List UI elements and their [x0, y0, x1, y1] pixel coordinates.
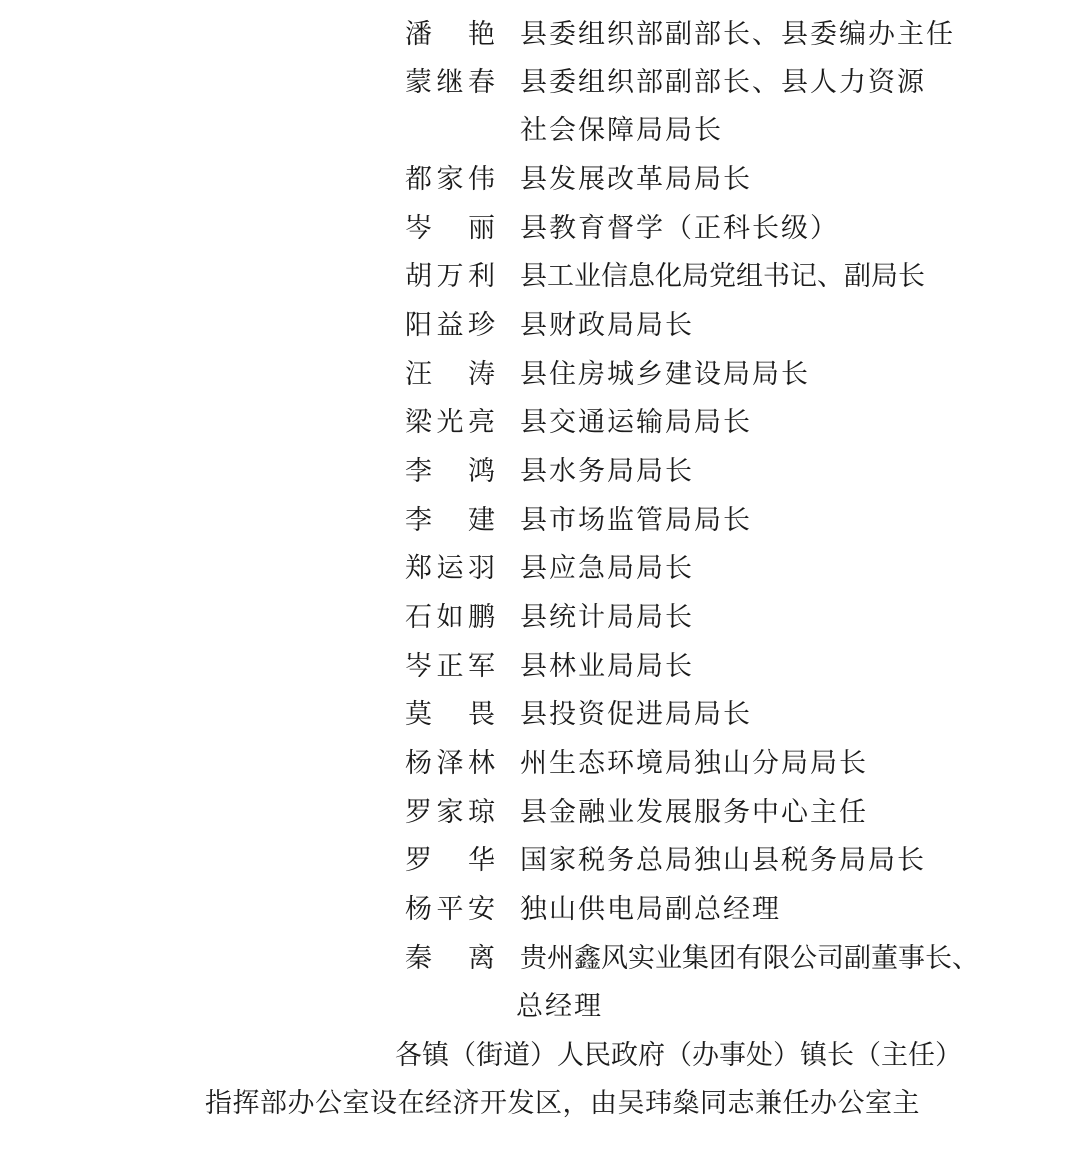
member-name [405, 211, 495, 247]
name-char: 林 [468, 748, 495, 779]
name-char: 莫 [405, 699, 432, 730]
member-name [405, 551, 495, 587]
name-char: 罗 [405, 845, 432, 876]
name-char: 岑 [405, 651, 432, 682]
member-role: 县市场监管局局长 [520, 505, 752, 536]
member-role: 县发展改革局局长 [520, 164, 752, 195]
member-name [405, 843, 495, 879]
name-char: 梁 [405, 407, 432, 438]
footer-line-1: 各镇（街道）人民政府（办事处）镇长（主任） [395, 1040, 962, 1071]
member-name [405, 795, 495, 831]
member-role: 县委组织部副部长、县委编办主任 [520, 19, 955, 50]
member-name [405, 357, 495, 393]
member-role: 县林业局局长 [520, 651, 694, 682]
name-char: 畏 [468, 699, 495, 730]
name-char: 正 [436, 651, 464, 682]
footer-line-2: 指挥部办公室设在经济开发区，由吴玮燊同志兼任办公室主 [205, 1088, 920, 1119]
name-char: 郑 [405, 553, 432, 584]
name-char: 羽 [468, 553, 495, 584]
member-name [405, 649, 495, 685]
name-char: 杨 [405, 748, 432, 779]
name-char: 利 [468, 261, 495, 292]
member-role-continued: 总经理 [516, 991, 603, 1022]
name-char: 伟 [468, 164, 495, 195]
name-char: 蒙 [405, 67, 432, 98]
member-role: 县住房城乡建设局局长 [520, 359, 810, 390]
name-char: 秦 [405, 943, 432, 974]
name-char: 艳 [468, 19, 495, 50]
name-char: 鸿 [468, 456, 495, 487]
name-char: 丽 [468, 213, 495, 244]
name-char: 运 [436, 553, 464, 584]
name-char: 琼 [468, 797, 495, 828]
name-char: 岑 [405, 213, 432, 244]
name-char: 石 [405, 602, 432, 633]
name-char: 春 [468, 67, 495, 98]
name-char: 益 [436, 310, 464, 341]
name-char: 如 [436, 602, 464, 633]
name-char: 继 [436, 67, 464, 98]
name-char: 家 [436, 797, 464, 828]
member-name [405, 746, 495, 782]
member-name [405, 17, 495, 53]
name-char: 安 [468, 894, 495, 925]
member-name [405, 454, 495, 490]
name-char: 家 [436, 164, 464, 195]
member-role: 县应急局局长 [520, 553, 694, 584]
name-char: 光 [436, 407, 464, 438]
name-char: 军 [468, 651, 495, 682]
member-role: 县教育督学（正科长级） [520, 213, 839, 244]
member-name [405, 65, 495, 101]
member-name [405, 503, 495, 539]
member-role: 州生态环境局独山分局局长 [520, 748, 868, 779]
name-char: 汪 [405, 359, 432, 390]
name-char: 离 [468, 943, 495, 974]
name-char: 胡 [405, 261, 432, 292]
member-role-continued: 社会保障局局长 [520, 115, 723, 146]
member-role: 县交通运输局局长 [520, 407, 752, 438]
name-char: 都 [405, 164, 432, 195]
member-role: 县金融业发展服务中心主任 [520, 797, 868, 828]
member-role: 县投资促进局局长 [520, 699, 752, 730]
member-name [405, 600, 495, 636]
member-role: 国家税务总局独山县税务局局长 [520, 845, 926, 876]
member-role: 县工业信息化局党组书记、副局长 [520, 261, 925, 292]
name-char: 泽 [436, 748, 464, 779]
name-char: 华 [468, 845, 495, 876]
member-name [405, 259, 495, 295]
name-char: 罗 [405, 797, 432, 828]
member-name [405, 308, 495, 344]
member-name [405, 941, 495, 977]
member-name [405, 405, 495, 441]
name-char: 李 [405, 505, 432, 536]
name-char: 李 [405, 456, 432, 487]
name-char: 平 [436, 894, 464, 925]
member-role: 贵州鑫风实业集团有限公司副董事长、 [520, 943, 979, 974]
name-char: 亮 [468, 407, 495, 438]
member-name [405, 697, 495, 733]
name-char: 万 [436, 261, 464, 292]
name-char: 杨 [405, 894, 432, 925]
member-role: 独山供电局副总经理 [520, 894, 781, 925]
name-char: 鹏 [468, 602, 495, 633]
name-char: 涛 [468, 359, 495, 390]
member-role: 县水务局局长 [520, 456, 694, 487]
name-char: 阳 [405, 310, 432, 341]
member-role: 县委组织部副部长、县人力资源 [520, 67, 926, 98]
member-name [405, 162, 495, 198]
name-char: 潘 [405, 19, 432, 50]
member-role: 县财政局局长 [520, 310, 694, 341]
name-char: 建 [468, 505, 495, 536]
member-name [405, 892, 495, 928]
name-char: 珍 [468, 310, 495, 341]
member-role: 县统计局局长 [520, 602, 694, 633]
